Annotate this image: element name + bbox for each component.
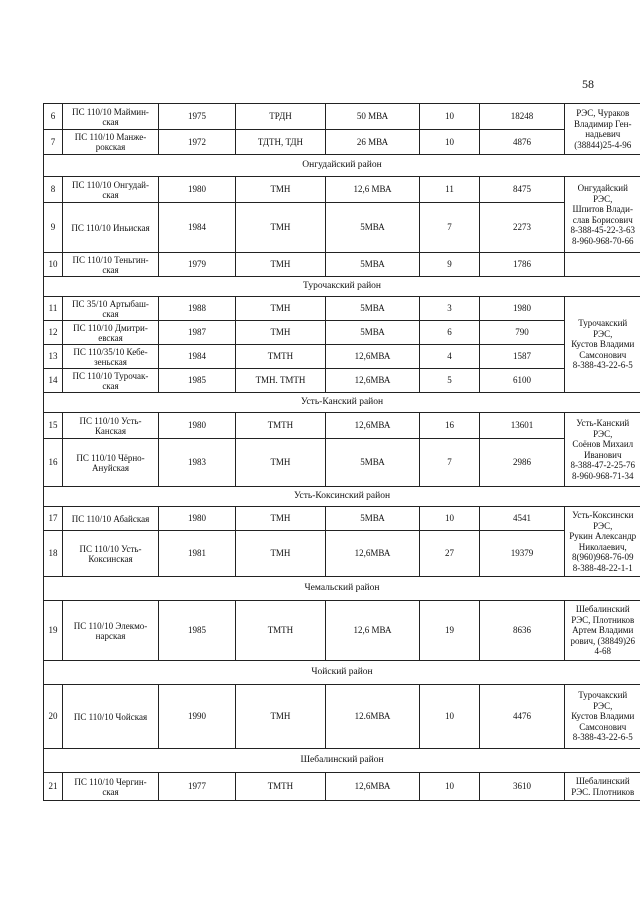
row-number: 19 [44,601,63,661]
voltage-value: 11 [420,177,480,203]
commission-year: 1984 [159,345,236,369]
commission-year: 1980 [159,413,236,439]
row-number: 10 [44,253,63,277]
contact-info: Шебалинский РЭС. Плотников [565,773,640,801]
row-number: 6 [44,104,63,130]
voltage-value: 27 [420,531,480,577]
substation-name: ПС 110/10 Абайская [63,507,159,531]
section-row [44,487,640,507]
consumers-count: 8636 [480,601,565,661]
section-title: Чемальский район [44,577,640,601]
row-number: 21 [44,773,63,801]
voltage-value: 6 [420,321,480,345]
table-row [44,297,640,321]
voltage-value: 9 [420,253,480,277]
commission-year: 1988 [159,297,236,321]
section-row [44,393,640,413]
consumers-count: 6100 [480,369,565,393]
transformer-type: ТМН [236,253,326,277]
commission-year: 1984 [159,203,236,253]
contact-info: Турочакский РЭС, Кустов Владими Самсонович 8-388-43-22-6-5 [565,297,640,393]
substation-table [43,103,640,801]
transformer-power: 12,6МВА [326,531,420,577]
substation-name: ПС 110/10 Теньгин- ская [63,253,159,277]
voltage-value: 5 [420,369,480,393]
section-row [44,155,640,177]
section-row [44,577,640,601]
table-row [44,104,640,130]
substation-name: ПС 110/10 Чойская [63,685,159,749]
substation-name: ПС 110/10 Усть- Коксинская [63,531,159,577]
table-row [44,177,640,203]
transformer-type: ТМН [236,531,326,577]
row-number: 20 [44,685,63,749]
commission-year: 1981 [159,531,236,577]
commission-year: 1990 [159,685,236,749]
contact-info: Шебалинский РЭС, Плотников Артем Владими рович, (38849)26 4-68 [565,601,640,661]
row-number: 18 [44,531,63,577]
section-row [44,277,640,297]
substation-name: ПС 110/10 Иньиская [63,203,159,253]
voltage-value: 7 [420,439,480,487]
consumers-count: 8475 [480,177,565,203]
transformer-type: ТМН [236,203,326,253]
voltage-value: 10 [420,773,480,801]
transformer-power: 5МВА [326,321,420,345]
transformer-type: ТМТН [236,413,326,439]
section-title: Чойский район [44,661,640,685]
transformer-power: 12,6 МВА [326,601,420,661]
commission-year: 1979 [159,253,236,277]
table-row [44,773,640,801]
consumers-count: 3610 [480,773,565,801]
transformer-type: ТМН [236,685,326,749]
row-number: 14 [44,369,63,393]
contact-info [565,253,640,277]
transformer-power: 5МВА [326,203,420,253]
table-row [44,369,640,393]
commission-year: 1985 [159,369,236,393]
substation-name: ПС 110/10 Дмитри- евская [63,321,159,345]
section-title: Онгудайский район [44,155,640,177]
substation-name: ПС 110/10 Турочак- ская [63,369,159,393]
substation-name: ПС 110/35/10 Кебе- зеньская [63,345,159,369]
table-row [44,507,640,531]
transformer-power: 26 МВА [326,130,420,155]
consumers-count: 18248 [480,104,565,130]
transformer-power: 5МВА [326,297,420,321]
row-number: 8 [44,177,63,203]
voltage-value: 10 [420,130,480,155]
transformer-power: 12,6МВА [326,773,420,801]
substation-name: ПС 110/10 Элекмо- нарская [63,601,159,661]
row-number: 7 [44,130,63,155]
consumers-count: 1786 [480,253,565,277]
transformer-type: ТМН [236,177,326,203]
transformer-power: 12.6МВА [326,685,420,749]
page-number: 58 [582,77,594,91]
transformer-type: ТМН [236,439,326,487]
table-row [44,601,640,661]
contact-info: Усть-Канский РЭС, Соёнов Михаил Иванович 8-388-47-2-25-76 8-960-968-71-34 [565,413,640,487]
transformer-type: ТМН [236,297,326,321]
voltage-value: 16 [420,413,480,439]
row-number: 17 [44,507,63,531]
section-title: Усть-Коксинский район [44,487,640,507]
row-number: 12 [44,321,63,345]
transformer-power: 50 МВА [326,104,420,130]
transformer-power: 12,6МВА [326,369,420,393]
table-row [44,321,640,345]
voltage-value: 19 [420,601,480,661]
transformer-type: ТМН. ТМТН [236,369,326,393]
transformer-power: 12,6МВА [326,345,420,369]
table-row [44,203,640,253]
table-row [44,130,640,155]
consumers-count: 4876 [480,130,565,155]
section-title: Шебалинский район [44,749,640,773]
transformer-power: 5МВА [326,439,420,487]
voltage-value: 10 [420,685,480,749]
transformer-type: ТМТН [236,773,326,801]
table-row [44,439,640,487]
consumers-count: 4541 [480,507,565,531]
voltage-value: 10 [420,507,480,531]
consumers-count: 2986 [480,439,565,487]
consumers-count: 1587 [480,345,565,369]
transformer-type: ТМТН [236,601,326,661]
commission-year: 1987 [159,321,236,345]
table-row [44,253,640,277]
transformer-power: 12,6 МВА [326,177,420,203]
consumers-count: 1980 [480,297,565,321]
substation-name: ПС 110/10 Чёрно- Ануйская [63,439,159,487]
substation-name: ПС 110/10 Усть- Канская [63,413,159,439]
table-row [44,413,640,439]
transformer-type: ТРДН [236,104,326,130]
transformer-type: ТМН [236,321,326,345]
row-number: 16 [44,439,63,487]
transformer-type: ТДТН, ТДН [236,130,326,155]
table-row [44,345,640,369]
commission-year: 1983 [159,439,236,487]
voltage-value: 10 [420,104,480,130]
commission-year: 1977 [159,773,236,801]
transformer-type: ТМН [236,507,326,531]
section-row [44,661,640,685]
voltage-value: 3 [420,297,480,321]
section-row [44,749,640,773]
substation-name: ПС 35/10 Артыбаш- ская [63,297,159,321]
transformer-power: 5МВА [326,507,420,531]
commission-year: 1985 [159,601,236,661]
transformer-power: 5МВА [326,253,420,277]
commission-year: 1972 [159,130,236,155]
transformer-type: ТМТН [236,345,326,369]
contact-info: РЭС, Чураков Владимир Ген- надьевич (38844)25-4-96 [565,104,640,155]
row-number: 13 [44,345,63,369]
transformer-power: 12,6МВА [326,413,420,439]
substation-name: ПС 110/10 Маймин- ская [63,104,159,130]
contact-info: Усть-Коксински РЭС, Рукин Александр Николаевич, 8(960)968-76-09 8-388-48-22-1-1 [565,507,640,577]
consumers-count: 13601 [480,413,565,439]
consumers-count: 790 [480,321,565,345]
commission-year: 1980 [159,507,236,531]
substation-name: ПС 110/10 Манже- рокская [63,130,159,155]
voltage-value: 7 [420,203,480,253]
substation-name: ПС 110/10 Онгудай- ская [63,177,159,203]
section-title: Усть-Канский район [44,393,640,413]
consumers-count: 4476 [480,685,565,749]
contact-info: Турочакский РЭС, Кустов Владими Самсонович 8-388-43-22-6-5 [565,685,640,749]
commission-year: 1980 [159,177,236,203]
contact-info: Онгудайский РЭС, Шпитов Влади- слав Борисович 8-388-45-22-3-63 8-960-968-70-66 [565,177,640,253]
row-number: 9 [44,203,63,253]
commission-year: 1975 [159,104,236,130]
row-number: 11 [44,297,63,321]
voltage-value: 4 [420,345,480,369]
table-row [44,685,640,749]
substation-name: ПС 110/10 Чергин- ская [63,773,159,801]
section-title: Турочакский район [44,277,640,297]
consumers-count: 2273 [480,203,565,253]
row-number: 15 [44,413,63,439]
table-row [44,531,640,577]
consumers-count: 19379 [480,531,565,577]
